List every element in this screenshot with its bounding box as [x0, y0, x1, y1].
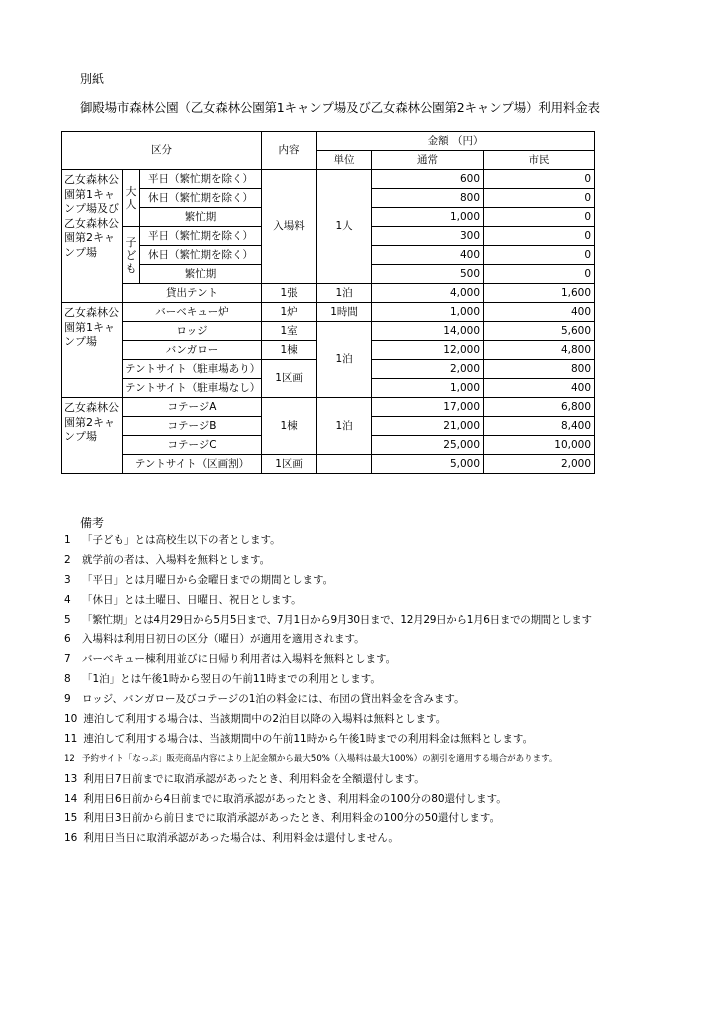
content-cell: 1棟: [262, 341, 317, 360]
normal-price: 500: [372, 265, 484, 284]
row-label: コテージB: [123, 417, 262, 436]
normal-price: 25,000: [372, 436, 484, 455]
normal-price: 17,000: [372, 398, 484, 417]
citizen-price: 0: [484, 227, 595, 246]
normal-price: 4,000: [372, 284, 484, 303]
normal-price: 600: [372, 170, 484, 189]
list-item: [64, 710, 592, 730]
table-row: [62, 170, 595, 189]
note-text: 就学前の者は、入場料を無料とします。: [82, 553, 271, 566]
note-number: 3: [64, 573, 71, 586]
list-item: [64, 670, 592, 690]
header-amount: 金額 （円）: [317, 132, 595, 151]
notes-list: [64, 531, 592, 849]
row-label: コテージC: [123, 436, 262, 455]
table-row: [62, 322, 595, 341]
child-label: 子ども: [123, 227, 140, 284]
unit-cell: 1泊: [317, 284, 372, 303]
table-row: [62, 303, 595, 322]
row-label: 休日（繁忙期を除く）: [140, 189, 262, 208]
note-text: 「子ども」とは高校生以下の者とします。: [82, 534, 281, 546]
list-item: [64, 551, 592, 571]
citizen-price: 800: [484, 360, 595, 379]
citizen-price: 2,000: [484, 455, 595, 474]
row-label: 繁忙期: [140, 208, 262, 227]
note-number: 5: [64, 613, 71, 626]
note-number: 6: [64, 633, 71, 646]
normal-price: 21,000: [372, 417, 484, 436]
note-number: 10: [64, 713, 78, 726]
citizen-price: 0: [484, 208, 595, 227]
document-title: 御殿場市森林公園（乙女森林公園第1キャンプ場及び乙女森林公園第2キャンプ場）利用料金表: [80, 100, 600, 115]
citizen-price: 400: [484, 303, 595, 322]
note-number: 12: [64, 753, 75, 764]
note-number: 11: [64, 732, 78, 745]
note-text: 利用日当日に取消承認があった場合は、利用料金は還付しません。: [83, 832, 399, 845]
table-row: [62, 398, 595, 417]
area-label: 乙女森林公園第2キャンプ場: [62, 398, 123, 474]
area-label: 乙女森林公園第1キャンプ場及び乙女森林公園第2キャンプ場: [62, 170, 123, 303]
row-label: コテージA: [123, 398, 262, 417]
citizen-price: 5,600: [484, 322, 595, 341]
normal-price: 2,000: [372, 360, 484, 379]
normal-price: 5,000: [372, 455, 484, 474]
citizen-price: 0: [484, 189, 595, 208]
note-text: バーベキュー棟利用並びに日帰り利用者は入場料を無料とします。: [82, 653, 397, 666]
note-text: 入場料は利用日初日の区分（曜日）が適用を適用されます。: [82, 633, 365, 646]
adult-label: 大人: [123, 170, 140, 227]
table-row: [62, 132, 595, 151]
entrance-content: 入場料: [262, 170, 317, 284]
note-number: 14: [64, 792, 78, 805]
normal-price: 300: [372, 227, 484, 246]
unit-cell: [317, 455, 372, 474]
row-label: ロッジ: [123, 322, 262, 341]
normal-price: 800: [372, 189, 484, 208]
row-label: テントサイト（駐車場あり）: [123, 360, 262, 379]
unit-cell: 1時間: [317, 303, 372, 322]
content-cell: 1区画: [262, 360, 317, 398]
citizen-price: 400: [484, 379, 595, 398]
header-citizen: 市民: [484, 151, 595, 170]
note-text: 「繁忙期」とは4月29日から5月5日まで、7月1日から9月30日まで、12月29日から1月6日までの期間とします: [82, 613, 592, 626]
row-label: バーベキュー炉: [123, 303, 262, 322]
header-unit: 単位: [317, 151, 372, 170]
note-number: 7: [64, 653, 71, 666]
row-label: 平日（繁忙期を除く）: [140, 170, 262, 189]
row-label: テントサイト（駐車場なし）: [123, 379, 262, 398]
note-number: 9: [64, 693, 71, 706]
citizen-price: 0: [484, 246, 595, 265]
header-content: 内容: [262, 132, 317, 170]
citizen-price: 6,800: [484, 398, 595, 417]
content-cell: 1室: [262, 322, 317, 341]
note-text: 連泊して利用する場合は、当該期間中の午前11時から午後1時までの利用料金は無料とします。: [83, 732, 534, 745]
row-label: 平日（繁忙期を除く）: [140, 227, 262, 246]
list-item: [64, 591, 592, 611]
list-item: [64, 690, 592, 710]
list-item: [64, 750, 592, 770]
notes-heading: 備考: [80, 516, 105, 530]
note-number: 13: [64, 772, 78, 785]
note-number: 2: [64, 553, 71, 566]
normal-price: 1,000: [372, 208, 484, 227]
note-text: 「休日」とは土曜日、日曜日、祝日とします。: [82, 593, 302, 606]
normal-price: 1,000: [372, 379, 484, 398]
note-text: 利用日3日前から前日までに取消承認があったとき、利用料金の100分の50還付します。: [83, 812, 501, 825]
content-cell: 1棟: [262, 398, 317, 455]
normal-price: 1,000: [372, 303, 484, 322]
row-label: 休日（繁忙期を除く）: [140, 246, 262, 265]
note-text: 利用日6日前から4日前までに取消承認があったとき、利用料金の100分の80還付します。: [83, 792, 507, 805]
note-number: 15: [64, 812, 78, 825]
content-cell: 1区画: [262, 455, 317, 474]
list-item: [64, 531, 592, 551]
area-label: 乙女森林公園第1キャンプ場: [62, 303, 123, 398]
list-item: [64, 809, 592, 829]
citizen-price: 10,000: [484, 436, 595, 455]
citizen-price: 8,400: [484, 417, 595, 436]
list-item: [64, 630, 592, 650]
note-text: ロッジ、バンガロー及びコテージの1泊の料金には、布団の貸出料金を含みます。: [82, 693, 465, 706]
note-text: 「1泊」とは午後1時から翌日の午前11時までの利用とします。: [82, 673, 381, 686]
table-row: [62, 455, 595, 474]
note-number: 8: [64, 673, 71, 686]
row-label: テントサイト（区画割）: [123, 455, 262, 474]
list-item: [64, 571, 592, 591]
note-text: 連泊して利用する場合は、当該期間中の2泊目以降の入場料は無料とします。: [83, 713, 447, 726]
normal-price: 400: [372, 246, 484, 265]
note-number: 4: [64, 593, 71, 606]
header-normal: 通常: [372, 151, 484, 170]
note-number: 1: [64, 534, 71, 546]
note-text: 予約サイト「なっぷ」販売商品内容により上記金額から最大50%（入場料は最大100%）の割引を適用する場合があります。: [82, 753, 558, 764]
fee-table: [61, 131, 595, 474]
row-label: 貸出テント: [123, 284, 262, 303]
header-category: 区分: [62, 132, 262, 170]
content-cell: 1炉: [262, 303, 317, 322]
list-item: [64, 790, 592, 810]
note-number: 16: [64, 832, 78, 845]
unit-cell: 1泊: [317, 398, 372, 455]
list-item: [64, 650, 592, 670]
unit-cell: 1泊: [317, 322, 372, 398]
list-item: [64, 770, 592, 790]
row-label: 繁忙期: [140, 265, 262, 284]
citizen-price: 0: [484, 170, 595, 189]
list-item: [64, 730, 592, 750]
citizen-price: 4,800: [484, 341, 595, 360]
normal-price: 14,000: [372, 322, 484, 341]
citizen-price: 1,600: [484, 284, 595, 303]
normal-price: 12,000: [372, 341, 484, 360]
content-cell: 1張: [262, 284, 317, 303]
list-item: [64, 611, 592, 631]
citizen-price: 0: [484, 265, 595, 284]
attachment-label: 別紙: [80, 72, 105, 86]
entrance-unit: 1人: [317, 170, 372, 284]
row-label: バンガロー: [123, 341, 262, 360]
note-text: 利用日7日前までに取消承認があったとき、利用料金を全額還付します。: [83, 772, 425, 785]
list-item: [64, 829, 592, 849]
note-text: 「平日」とは月曜日から金曜日までの期間とします。: [82, 573, 334, 586]
table-row: [62, 284, 595, 303]
